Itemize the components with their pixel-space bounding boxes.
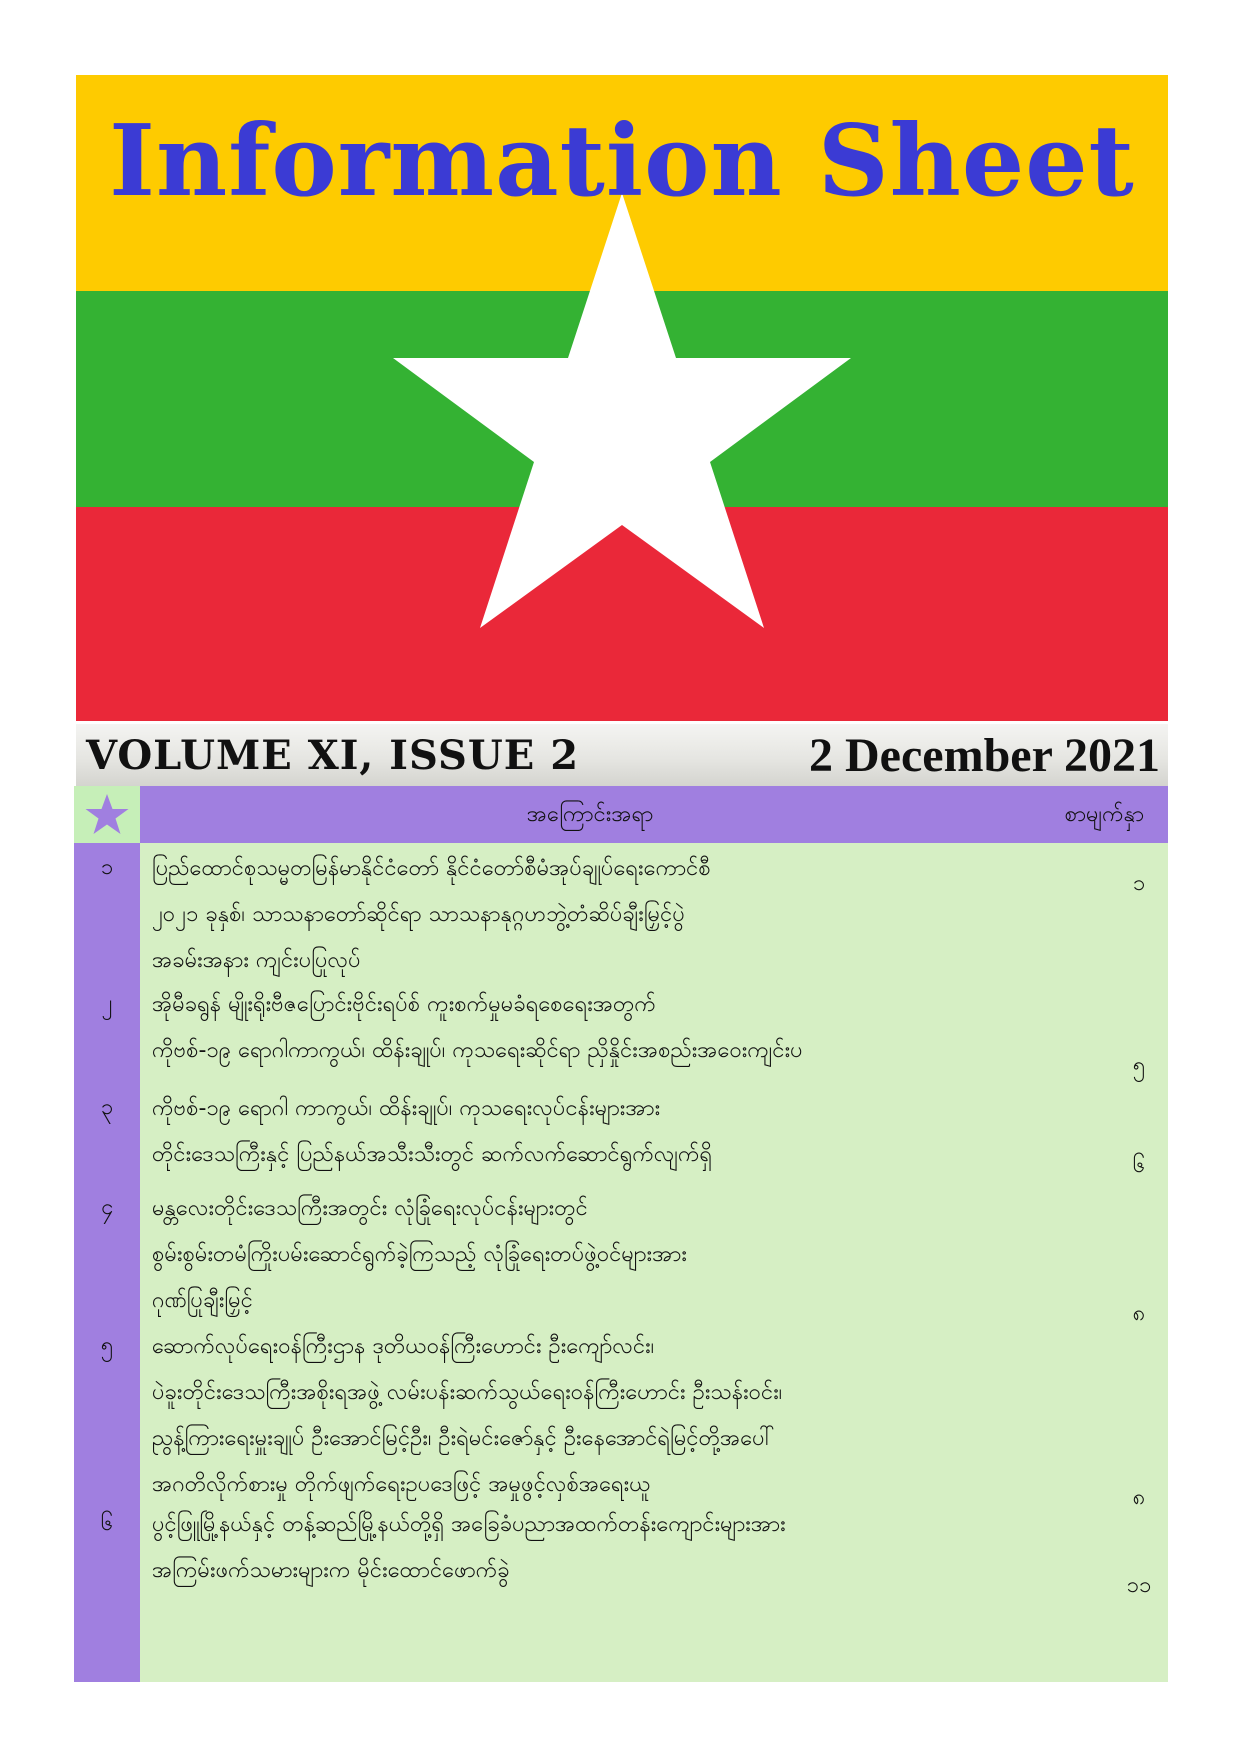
toc-entry-number: ၂ [101, 991, 113, 1016]
toc-entry-title [152, 846, 1032, 984]
toc-entry-number: ၃ [100, 1095, 114, 1120]
toc-entry-title-line: ညွန့်ကြားရေးမှူးချုပ် ဦးအောင်မြင့်ဦး၊ ဦးရဲမင်းဇော်နှင့် ဦးနေအောင်ရဲမြင့်တို့အပေါ် [152, 1426, 775, 1451]
toc-entry-title-line: ပြည်ထောင်စုသမ္မတမြန်မာနိုင်ငံတော် နိုင်ငံတော်စီမံအုပ်ချုပ်ရေးကောင်စီ [152, 856, 711, 881]
toc-entry-title-line: ဂုဏ်ပြုချီးမြှင့် [152, 1288, 253, 1313]
page-title: Information Sheet [109, 104, 1135, 219]
toc-entry-title [152, 982, 1032, 1074]
toc-entry-title [152, 1502, 1032, 1594]
toc-entry-title-line: ကိုဗစ်-၁၉ ရောဂါ ကာကွယ်၊ ထိန်းချုပ်၊ ကုသရေးလုပ်ငန်းများအား [152, 1096, 661, 1121]
toc-header-row [74, 786, 1168, 843]
toc-entry-page: ၁ [1132, 871, 1146, 896]
toc-entry-number: ၄ [100, 1195, 114, 1220]
toc-entry-title-line: ၂၀၂၁ ခုနှစ်၊ သာသနာတော်ဆိုင်ရာ သာသနာနုဂ္ဂဟဘွဲ့တံဆိပ်ချီးမြှင့်ပွဲ [152, 902, 685, 927]
issue-date: 2 December 2021 [809, 729, 1160, 782]
toc-entry-title-line: ဆောက်လုပ်ရေးဝန်ကြီးဌာန ဒုတိယဝန်ကြီးဟောင်း ဦးကျော်လင်း၊ [152, 1334, 655, 1359]
toc-entry-title [152, 1186, 1032, 1324]
toc-entry-title-line: အိုမီခရွန် မျိုးရိုးဗီဇပြောင်းဗိုင်းရပ်စ် ကူးစက်မှုမခံရစေရေးအတွက် [152, 992, 656, 1017]
toc-entry-number: ၁ [100, 855, 114, 880]
toc-entry-title-line: အကြမ်းဖက်သမားများက မိုင်းထောင်ဖောက်ခွဲ [152, 1558, 510, 1583]
toc-entry-page: ၈ [1132, 1301, 1146, 1326]
toc-entry-page: ၁၁ [1126, 1573, 1152, 1598]
toc-entry-number: ၆ [100, 1511, 114, 1536]
toc-entry-page: ၆ [1132, 1153, 1146, 1178]
toc-topic-header: အကြောင်းအရာ [526, 802, 654, 827]
toc-number-column [74, 843, 140, 1682]
toc-entry-title-line: ပွင့်ဖြူမြို့နယ်နှင့် တန့်ဆည်မြို့နယ်တို့ရှိ အခြေခံပညာအထက်တန်းကျောင်းများအား [152, 1512, 786, 1537]
star-icon [84, 792, 130, 838]
toc-page-header: စာမျက်နှာ [1064, 802, 1144, 827]
toc-entry-title [152, 1324, 1032, 1508]
toc-entry-page: ၈ [1132, 1485, 1146, 1510]
toc-entry-title [152, 1086, 1032, 1178]
toc-entry-number: ၅ [100, 1333, 114, 1358]
toc-entry-title-line: ကိုဗစ်-၁၉ ရောဂါကာကွယ်၊ ထိန်းချုပ်၊ ကုသရေးဆိုင်ရာ ညှိနှိုင်းအစည်းအဝေးကျင်းပ [152, 1038, 803, 1063]
toc-header-star-cell [74, 786, 140, 843]
issue-bar [76, 724, 1168, 786]
volume-label: VOLUME XI, ISSUE 2 [86, 732, 580, 779]
toc-entry-title-line: တိုင်းဒေသကြီးနှင့် ပြည်နယ်အသီးသီးတွင် ဆက်လက်ဆောင်ရွက်လျက်ရှိ [152, 1142, 713, 1167]
toc-entry-title-line: ပဲခူးတိုင်းဒေသကြီးအစိုးရအဖွဲ့ လမ်းပန်းဆက်သွယ်ရေးဝန်ကြီးဟောင်း ဦးသန်းဝင်း၊ [152, 1380, 783, 1405]
toc-entry-title-line: စွမ်းစွမ်းတမံကြိုးပမ်းဆောင်ရွက်ခဲ့ကြသည့် လုံခြုံရေးတပ်ဖွဲ့ဝင်များအား [152, 1242, 687, 1267]
toc-entry-page: ၅ [1132, 1053, 1146, 1078]
toc-entry-title-line: အဂတိလိုက်စားမှု တိုက်ဖျက်ရေးဥပဒေဖြင့် အမှုဖွင့်လှစ်အရေးယူ [152, 1472, 651, 1497]
toc-entry-title-line: မန္တလေးတိုင်းဒေသကြီးအတွင်း လုံခြုံရေးလုပ်ငန်းများတွင် [152, 1196, 588, 1221]
table-of-contents [74, 786, 1168, 1682]
flag-banner [76, 75, 1168, 721]
toc-entry-title-line: အခမ်းအနား ကျင်းပပြုလုပ် [152, 948, 361, 973]
